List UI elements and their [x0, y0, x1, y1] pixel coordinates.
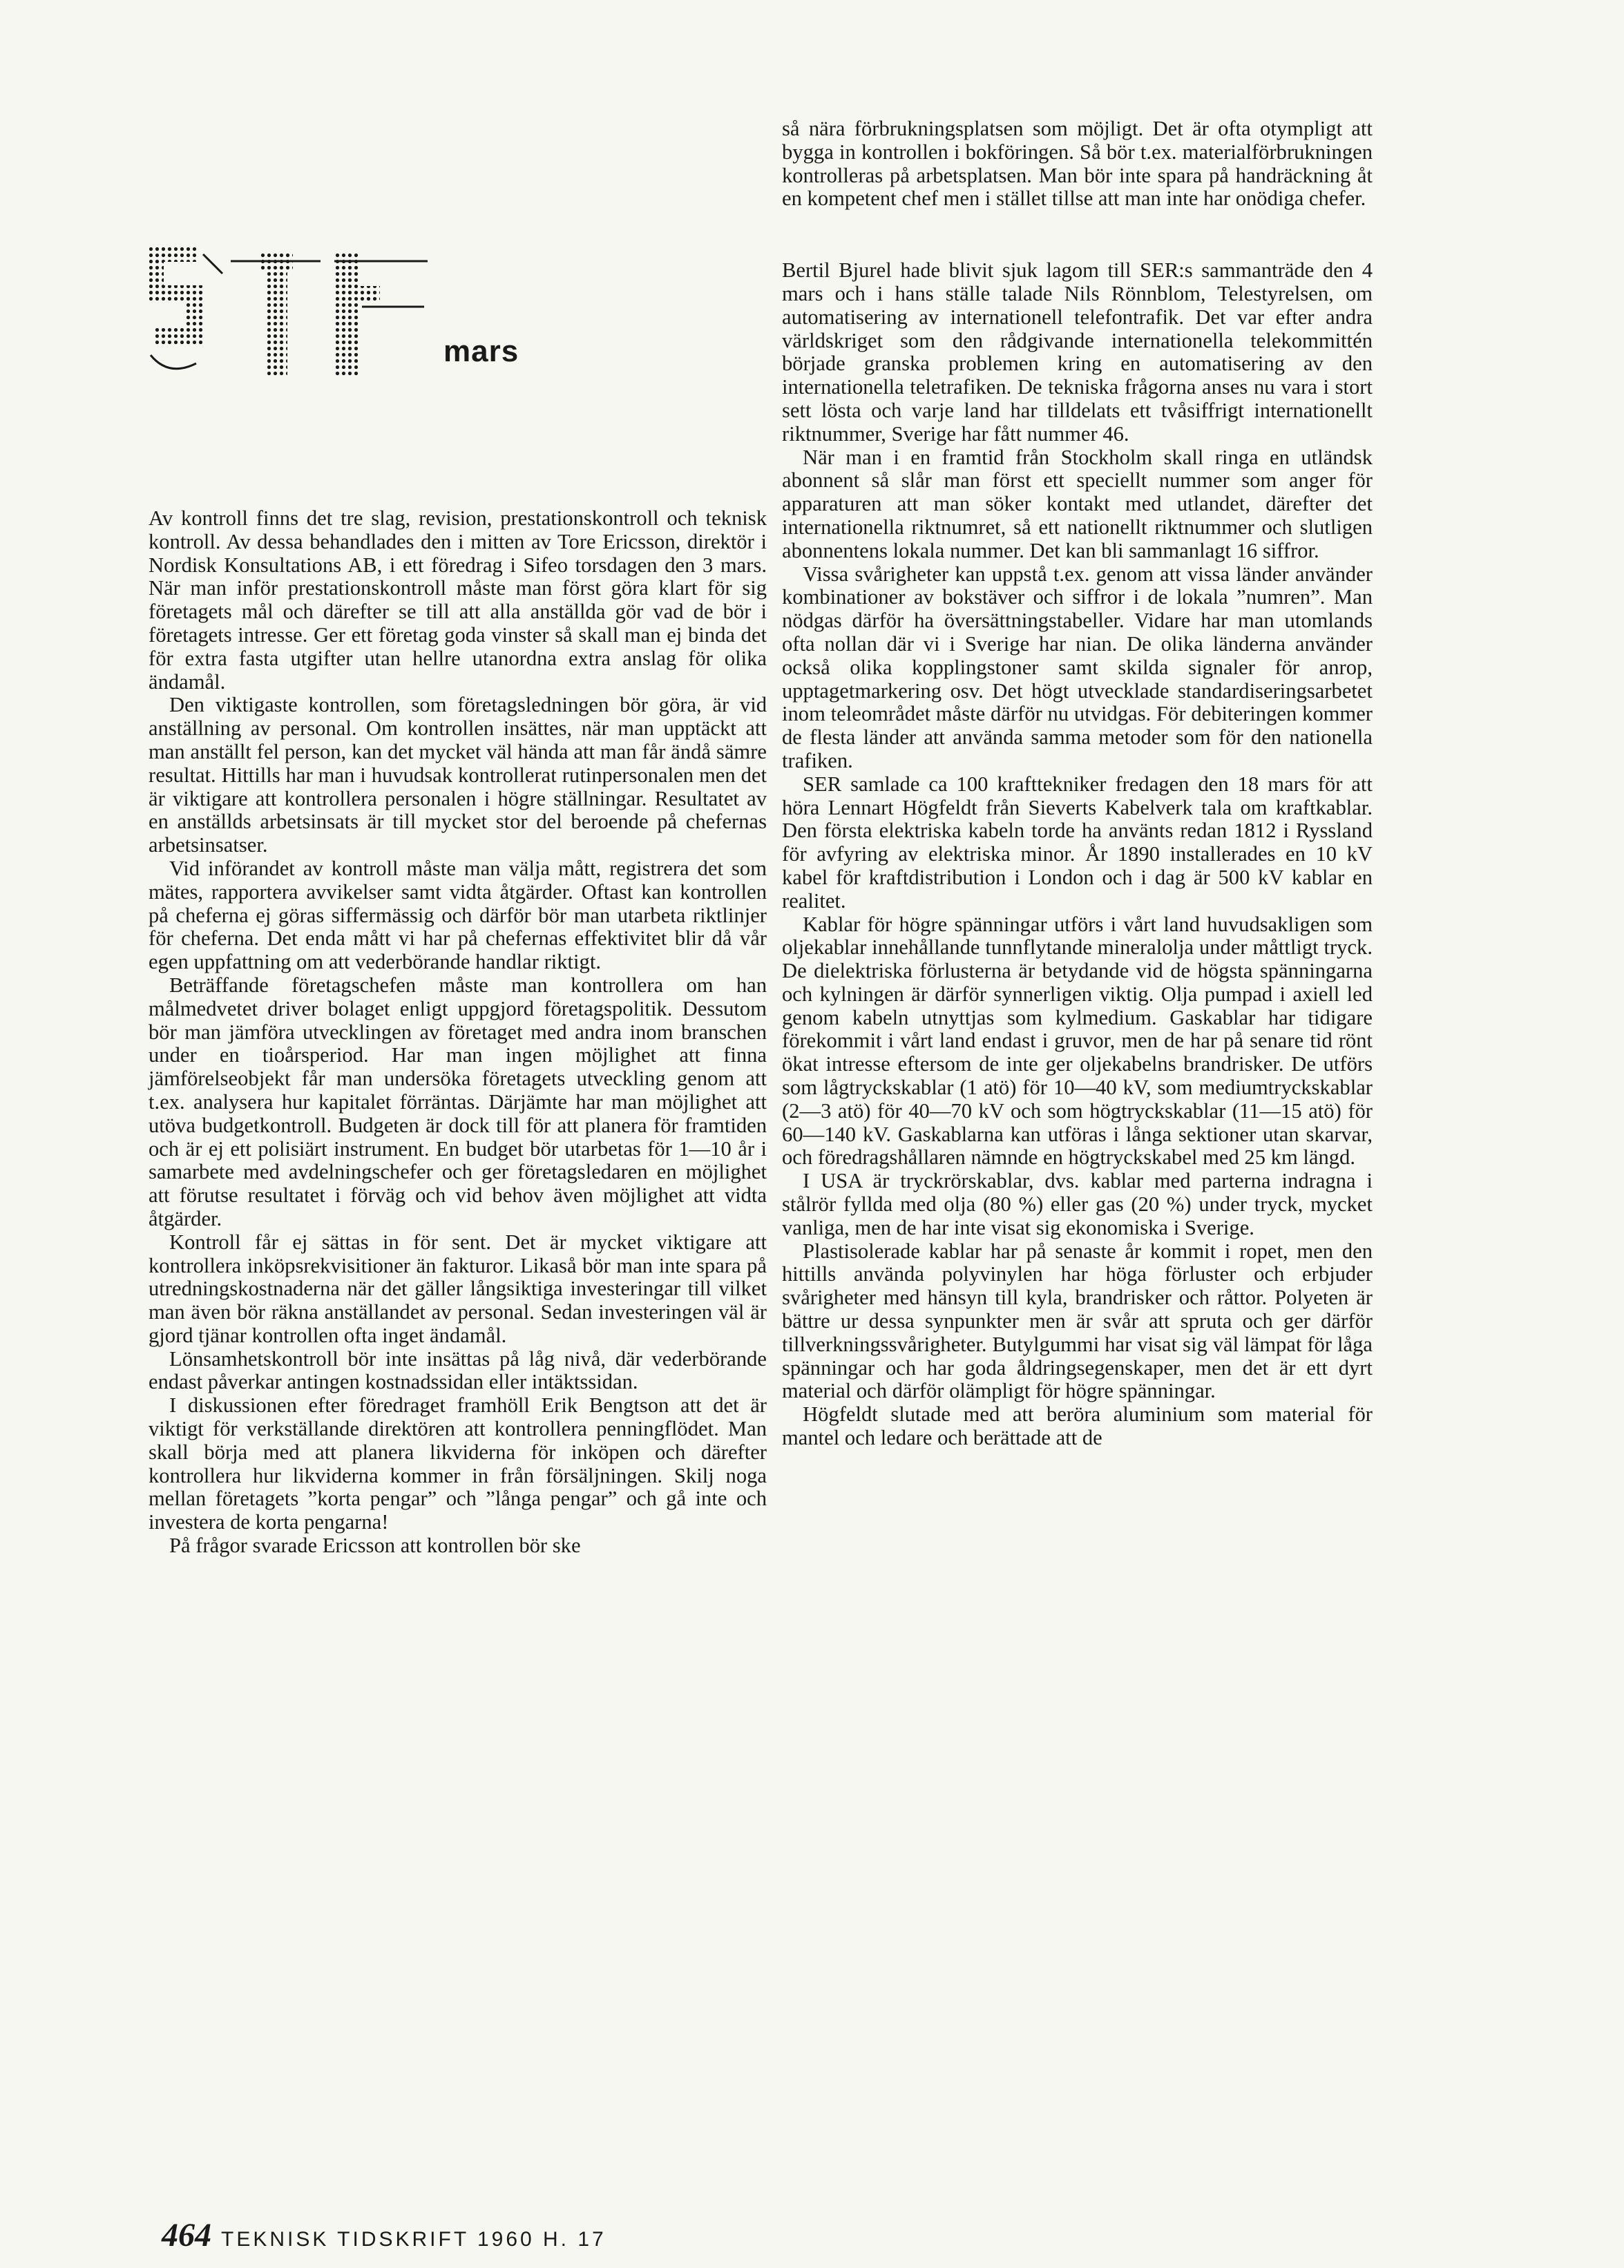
- paragraph: När man i en framtid från Stockholm skall ringa en utländsk abonnent så slår man först ett speciellt nummer som anger för apparaturen att man söker kontakt med utlandet, därefter det internationella riktnumret, så ett nationellt riktnummer och slutligen abonnentens lokala nummer. Det kan bli sammanlagt 16 siffror.: [782, 445, 1373, 562]
- right-column: [782, 117, 1373, 1450]
- logo-subtitle: mars: [443, 334, 519, 368]
- paragraph: Beträffande företagschefen måste man kontrollera om han målmedvetet driver bolaget enligt uppgjord företagspolitik. Dessutom bör man jämföra utvecklingen av företaget med andra inom branschen under en tioårsperiod. Har man ingen möjlighet att finna jämförelseobjekt får man undersöka företagets utveckling genom att t.ex. analysera hur kapitalet förräntas. Därjämte har man möjlighet att utöva budgetkontroll. Budgeten är dock till för att planera för framtiden och är ej ett polisiärt instrument. En budget bör utarbetas för 1—10 år i samarbete med avdelningschefer och ger företagsledaren en möjlighet att förutse resultatet i förväg och vid behov även möjlighet att vidta åtgärder.: [149, 973, 767, 1230]
- paragraph: Lönsamhetskontroll bör inte insättas på låg nivå, där vederbörande endast påverkar antingen kostnadssidan eller intäktssidan.: [149, 1346, 767, 1394]
- paragraph: Av kontroll finns det tre slag, revision, prestationskontroll och teknisk kontroll. Av dessa behandlades den i mitten av Tore Ericsson, direktör i Nordisk Konsultations AB, i ett föredrag i Sifeo torsdagen den 3 mars. När man inför prestationskontroll måste man först göra klart för sig företagets mål och därefter se till att alla anställda gör vad de bör i företagets intresse. Ger ett företag goda vinster så skall man ej binda det för extra fasta utgifter utan hellre utanordna extra anslag för olika ändamål.: [149, 506, 767, 694]
- paragraph: På frågor svarade Ericsson att kontrollen bör ske: [169, 1534, 581, 1558]
- page-footer: [162, 2216, 606, 2254]
- journal-title: TEKNISK TIDSKRIFT 1960 H. 17: [221, 2228, 606, 2251]
- stf-logo: [148, 246, 438, 377]
- paragraph: Vid införandet av kontroll måste man välja mått, registrera det som mätes, rapportera avvikelser samt vidta åtgärder. Oftast kan kontrollen på cheferna ej göras siffermässig och därför bör man utarbeta riktlinjer för cheferna. Det enda mått vi har på chefernas effektivitet blir då vår egen uppfattning om att vederbörande handlar riktigt.: [149, 856, 767, 974]
- paragraph: I USA är tryckrörskablar, dvs. kablar med parterna indragna i stålrör fyllda med olja (80 %) eller gas (20 %) under tryck, mycket vanliga, men de har inte visat sig ekonomiska i Sverige.: [782, 1169, 1373, 1239]
- paragraph: Kontroll får ej sättas in för sent. Det är mycket viktigare att kontrollera inköpsrekvisitioner än fakturor. Likaså bör man inte spara på utredningskostnaderna när det gäller långsiktiga investeringar till vilket man även bör räkna anställandet av personal. Sedan investeringen väl är gjord tjänar kontrollen ofta inget ändamål.: [149, 1230, 767, 1347]
- page-number: 464: [162, 2217, 211, 2253]
- paragraph: Kablar för högre spänningar utförs i vårt land huvudsakligen som oljekablar innehållande tunnflytande mineralolja under måttligt tryck. De dielektriska förlusterna är betydande vid de högsta spänningarna och kylningen är därför synnerligen viktig. Olja pumpad i axiell led genom kabeln utnyttjas som kylmedium. Gaskablar har tidigare förekommit i vårt land endast i gruvor, men de har på senare tid rönt ökat intresse eftersom de inte ger oljekabelns brandrisker. De utförs som lågtryckskablar (1 atö) för 10—40 kV, som mediumtryckskablar (2—3 atö) för 40—70 kV och som högtryckskablar (11—15 atö) för 60—140 kV. Gaskablarna kan utföras i långa sektioner utan skarvar, och föredragshållaren nämnde en högtryckskabel med 25 km längd.: [782, 912, 1373, 1170]
- left-column: [149, 507, 767, 1558]
- paragraph: SER samlade ca 100 krafttekniker fredagen den 18 mars för att höra Lennart Högfeldt från Sieverts Kabelverk tala om kraftkablar. Den första elektriska kabeln torde ha använts redan 1812 i Ryssland för avfyring av elektriska minor. År 1890 installerades en 10 kV kabel för kraftdistribution i London och i dag är 500 kV kablar en realitet.: [782, 772, 1373, 913]
- paragraph: Plastisolerade kablar har på senaste år kommit i ropet, men den hittills använda polyvinylen har höga förluster och erbjuder svårigheter med hänsyn till kyla, brandrisker och råttor. Polyeten är bättre ur dessa synpunkter men är svår att spruta och ger därför tillverkningssvårigheter. Butylgummi har visat sig väl lämpat för låga spänningar och har goda åldringsegenskaper, men det är ett dyrt material och därför olämpligt för högre spänningar.: [782, 1239, 1373, 1403]
- paragraph: Bertil Bjurel hade blivit sjuk lagom till SER:s sammanträde den 4 mars och i hans ställe talade Nils Rönnblom, Telestyrelsen, om automatisering av internationell telefontrafik. Det var efter andra världskriget som den rådgivande internationella telekommittén började granska problemen kring en automatisering av den internationella teletrafiken. De tekniska frågorna anses nu vara i stort sett lösta och varje land har tilldelats ett tvåsiffrigt internationellt riktnummer, Sverige har fått nummer 46.: [782, 258, 1373, 446]
- paragraph: så nära förbrukningsplatsen som möjligt. Det är ofta otympligt att bygga in kontrollen i bokföringen. Så bör t.ex. materialförbrukningen kontrolleras på arbetsplatsen. Man bör inte spara på handräckning åt en kompetent chef men i stället tillse att man inte har onödiga chefer.: [782, 117, 1373, 211]
- paragraph: I diskussionen efter föredraget framhöll Erik Bengtson att det är viktigt för verkställande direktören att kontrollera penningflödet. Man skall börja med att planera likviderna för inköpen och därefter kontrollera hur likviderna kommer in från försäljningen. Skilj noga mellan företagets ”korta pengar” och ”långa pengar” och gå inte och investera de korta pengarna!: [149, 1393, 767, 1534]
- paragraph: Den viktigaste kontrollen, som företagsledningen bör göra, är vid anställning av personal. Om kontrollen insättes, när man upptäckt att man anställt fel person, kan det mycket väl hända att man får ändå sämre resultat. Hittills har man i huvudsak kontrollerat rutinpersonalen men det är viktigare att kontrollera personalen i högre ställningar. Resultatet av en anställds arbetsinsats är till mycket stor del beroende på chefernas arbetsinsatser.: [149, 693, 767, 857]
- paragraph: Högfeldt slutade med att beröra aluminium som material för mantel och ledare och berättade att de: [782, 1402, 1373, 1450]
- paragraph: Vissa svårigheter kan uppstå t.ex. genom att vissa länder använder kombinationer av bokstäver och siffror i de lokala ”numren”. Man nödgas därför ha översättningstabeller. Vidare har man utomlands ofta nollan där vi i Sverige har nian. De olika länderna använder också olika kopplingstoner samt skilda signaler för anrop, upptagetmarkering osv. Det högt utvecklade standardiseringsarbetet inom teleområdet måste därför nu utvidgas. För debiteringen kommer de flesta länder att använda samma metoder som för den nationella trafiken.: [782, 562, 1373, 772]
